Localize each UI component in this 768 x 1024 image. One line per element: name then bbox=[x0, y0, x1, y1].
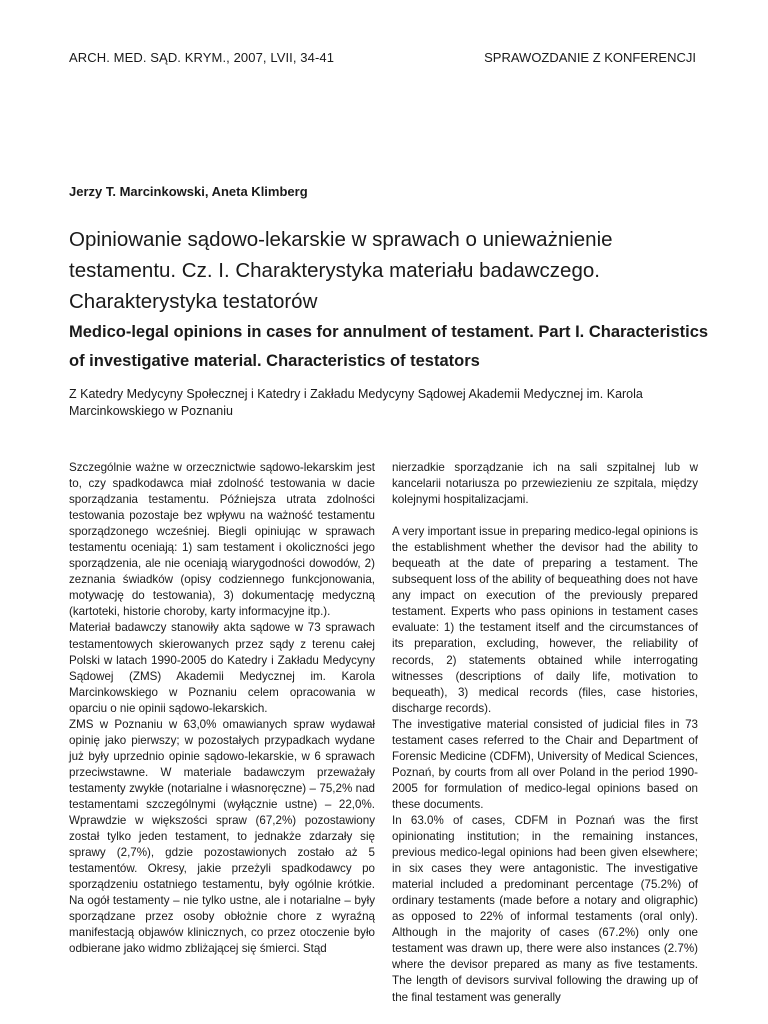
journal-reference: ARCH. MED. SĄD. KRYM., 2007, LVII, 34-41 bbox=[69, 50, 335, 65]
body-paragraph: nierzadkie sporządzanie ich na sali szpitalnej lub w kancelarii notariusza po przewiezieniu ze szpitala, między kolejnymi hospitalizacjami. bbox=[392, 461, 698, 507]
body-paragraph: ZMS w Poznaniu w 63,0% omawianych spraw wydawał opinię jako pierwszy; w pozostałych przypadkach wydane już były uprzednio opinie sądowo-lekarskie, w 6 sprawach przeciwstawne. W materiale badawczym przeważały testamenty zwykłe (notarialne i własnoręczne) – 75,2% nad testamentami szczególnymi (wyłącznie ustne) – 22,0%. Wprawdzie w większości spraw (67,2%) pozostawiony został tylko jeden testament, to jednakże zdarzały się sprawy (2,7%), gdzie pozostawionych zostało aż 5 testamentów. Okresy, jakie przeżyli spadkodawcy po sporządzeniu ostatniego testamentu, były ogólnie krótkie. Na ogół testamenty – nie tylko ustne, ale i notarialne – były sporządzane przez osoby obłożnie chore z wyraźną manifestacją objawów klinicznych, co przez otoczenie było odbierane jako widmo zbliżającej się śmierci. Stąd bbox=[69, 717, 375, 956]
article-title-english: Medico-legal opinions in cases for annulment of testament. Part I. Characteristics of investigative material. Characteristics of testators bbox=[69, 323, 709, 370]
body-column-right bbox=[392, 460, 698, 1006]
body-paragraph: Materiał badawczy stanowiły akta sądowe w 73 sprawach testamentowych skierowanych przez sądy z terenu całej Polski w latach 1990-2005 do Katedry i Zakładu Medycyny Sądowej (ZMS) Akademii Medycznej im. Karola Marcinkowskiego w Poznaniu celem opracowania w oparciu o nie opinii sądowo-lekarskich. bbox=[69, 621, 375, 715]
body-column-left bbox=[69, 460, 375, 957]
body-paragraph: Szczególnie ważne w orzecznictwie sądowo-lekarskim jest to, czy spadkodawca miał zdolność testowania w dacie sporządzania testamentu. Późniejsza utrata zdolności testowania pozostaje bez wpływu na ważność testamentu sporządzonego wcześniej. Biegli opiniując w sprawach testamentu oceniają: 1) sam testament i okoliczności jego sporządzenia, ale nie oceniają wiarygodności dowodów, 2) zeznania świadków (opisy codziennego funkcjonowania, motywację do testowania), 3) dokumentację medyczną (kartoteki, historie choroby, karty informacyjne itp.). bbox=[69, 461, 375, 619]
body-paragraph: A very important issue in preparing medico-legal opinions is the establishment whether the devisor had the ability to bequeath at the date of preparing a testament. The subsequent loss of the ability of bequeathing does not have any impact on execution of the previously prepared testament. Experts who pass opinions in testament cases evaluate: 1) the testament itself and the circumstances of its preparation, excluding, however, the reliability of records, 2) statements obtained while interrogating witnesses (descriptions of daily life, motivation to bequeath), 3) medical records (files, case histories, discharge records). bbox=[392, 525, 698, 715]
article-title-polish: Opiniowanie sądowo-lekarskie w sprawach o unieważnienie testamentu. Cz. I. Charakterystyka materiału badawczego. Charakterystyka testatorów bbox=[69, 228, 613, 313]
section-label: SPRAWOZDANIE Z KONFERENCJI bbox=[484, 50, 696, 65]
body-paragraph: In 63.0% of cases, CDFM in Poznań was the first opinionating institution; in the remaining instances, previous medico-legal opinions had been given elsewhere; in six cases they were antagonistic. The investigative material included a predominant percentage (75.2%) of ordinary testaments (made before a notary and oligraphic) as opposed to 22% of informal testaments (oral only). Although in the majority of cases (67.2%) only one testament was drawn up, there were also instances (2.7%) where the devisor prepared as many as five testaments. The length of devisors survival following the drawing up of the final testament was generally bbox=[392, 813, 698, 1004]
article-authors: Jerzy T. Marcinkowski, Aneta Klimberg bbox=[69, 184, 308, 199]
body-paragraph: The investigative material consisted of judicial files in 73 testament cases referred to the Chair and Department of Forensic Medicine (CDFM), University of Medical Sciences, Poznań, by courts from all over Poland in the period 1990-2005 for formulation of medico-legal opinions based on these documents. bbox=[392, 717, 698, 811]
author-affiliation: Z Katedry Medycyny Społecznej i Katedry i Zakładu Medycyny Sądowej Akademii Medycznej im. Karola Marcinkowskiego w Poznaniu bbox=[69, 387, 643, 418]
